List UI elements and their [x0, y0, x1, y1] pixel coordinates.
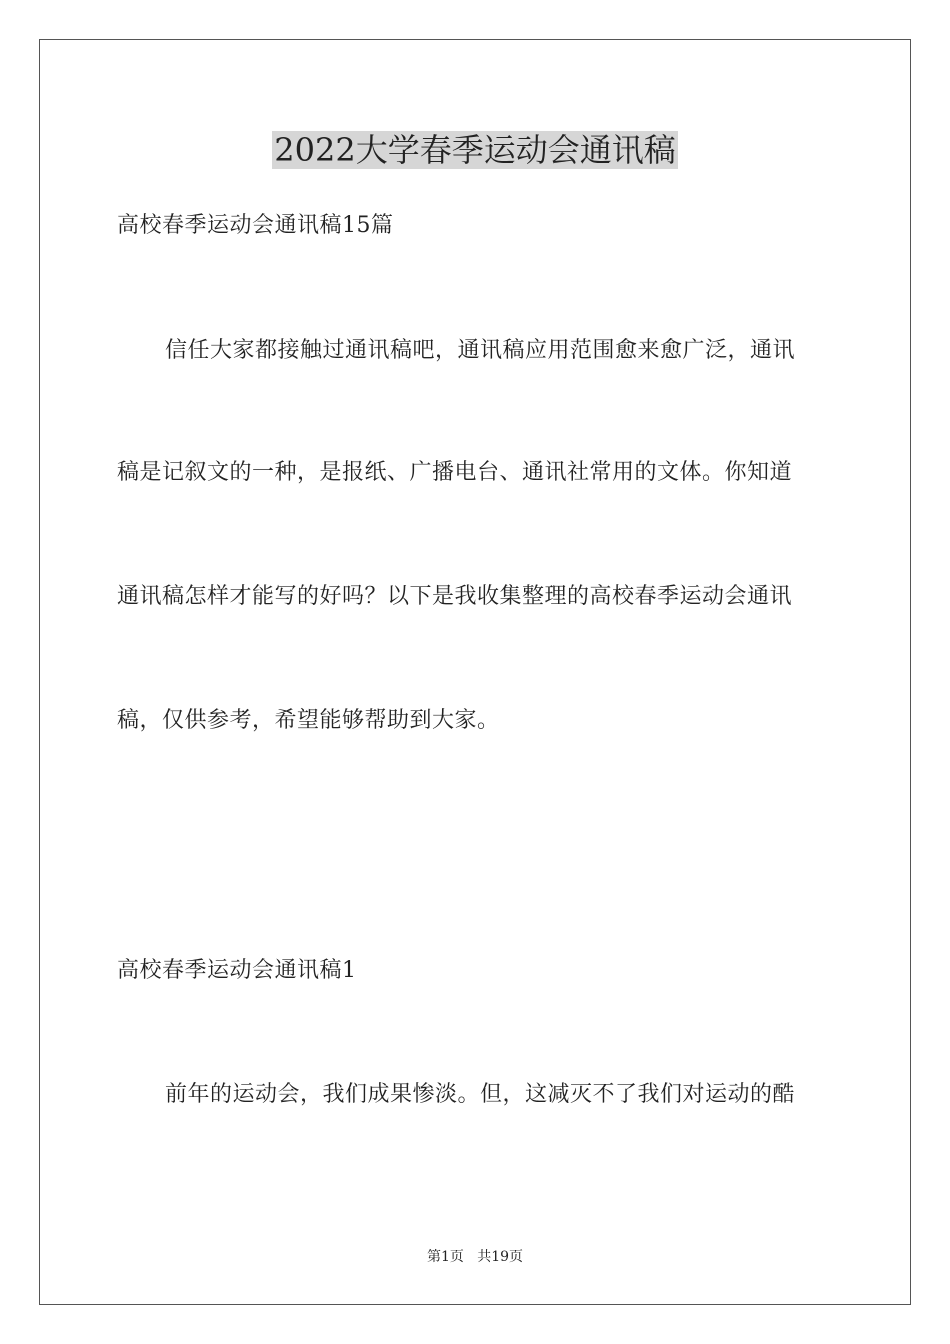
page-footer: 第1页 共19页	[426, 1249, 524, 1265]
document-title	[0, 128, 950, 172]
section-heading: 高校春季运动会通讯稿1	[117, 958, 357, 983]
intro-paragraph-line-1: 信任大家都接触过通讯稿吧，通讯稿应用范围愈来愈广泛，通讯	[165, 338, 796, 363]
intro-paragraph-line-3: 通讯稿怎样才能写的好吗？以下是我收集整理的高校春季运动会通讯	[117, 584, 793, 609]
intro-paragraph-line-2: 稿是记叙文的一种，是报纸、广播电台、通讯社常用的文体。你知道	[117, 460, 793, 485]
intro-paragraph-line-4: 稿，仅供参考，希望能够帮助到大家。	[117, 708, 500, 733]
document-title-text: 2022大学春季运动会通讯稿	[274, 131, 676, 169]
section-paragraph-line-1: 前年的运动会，我们成果惨淡。但，这减灭不了我们对运动的酷	[165, 1082, 796, 1107]
document-subtitle: 高校春季运动会通讯稿15篇	[117, 213, 394, 238]
